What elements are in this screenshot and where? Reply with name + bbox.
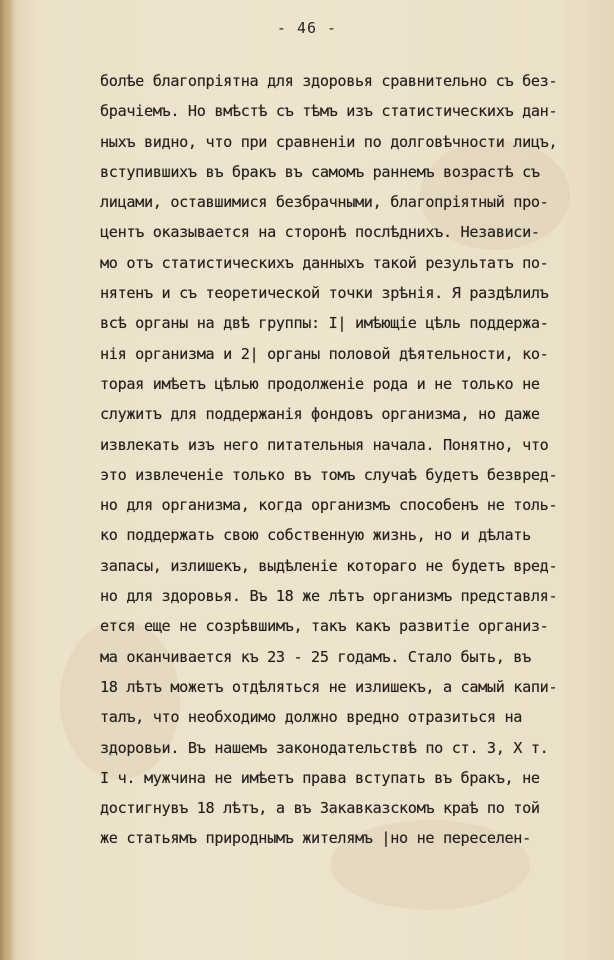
text-line: центъ оказывается на сторонѣ послѣднихъ. Независи- (100, 223, 540, 242)
text-line: брачіемъ. Но вмѣстѣ съ тѣмъ изъ статистическихъ дан- (100, 102, 558, 121)
text-line: вступившихъ въ бракъ въ самомъ раннемъ возрастѣ съ (100, 162, 540, 181)
binding-edge (0, 0, 16, 960)
page-number: - 46 - (276, 19, 338, 37)
text-line: 18 лѣтъ можетъ отдѣляться не излишекъ, а самый капи- (100, 677, 558, 696)
text-line: но для организма, когда организмъ способенъ не толь- (100, 496, 558, 515)
text-line: болѣе благопріятна для здоровья сравнительно съ без- (100, 72, 558, 90)
text-line: ныхъ видно, что при сравненіи по долговѣчности лицъ, (100, 132, 558, 151)
text-line: здоровьи. Въ нашемъ законодательствѣ по ст. 3, X т. (100, 738, 549, 757)
text-line: нятенъ и съ теоретической точки зрѣнія. Я раздѣлилъ (100, 284, 549, 303)
text-body (100, 66, 612, 854)
text-line: ко поддержать свою собственную жизнь, но и дѣлать (100, 526, 531, 545)
text-line: же статьямъ природнымъ жителямъ |но не переселен- (100, 829, 531, 848)
text-line: нія организма и 2| органы половой дѣятельности, ко- (100, 344, 549, 363)
text-line: ма оканчивается къ 23 - 25 годамъ. Стало быть, въ (100, 647, 531, 666)
text-line: ется еще не созрѣвшимъ, такъ какъ развитіе организ- (100, 617, 549, 636)
text-line: талъ, что необходимо должно вредно отразиться на (100, 708, 523, 727)
text-line: но для здоровья. Въ 18 же лѣтъ организмъ представля- (100, 587, 558, 606)
text-line: всѣ органы на двѣ группы: I| имѣющіе цѣль поддержа- (100, 314, 549, 333)
text-line: лицами, оставшимися безбрачными, благопріятный про- (100, 193, 549, 212)
text-line: торая имѣетъ цѣлью продолженіе рода и не только не (100, 374, 540, 393)
text-line: служитъ для поддержанія фондовъ организма, но даже (100, 405, 540, 424)
text-line: I ч. мужчина не имѣетъ права вступать въ бракъ, не (100, 768, 540, 787)
text-line: достигнувъ 18 лѣтъ, а въ Закавказскомъ краѣ по той (100, 799, 540, 818)
text-line: это извлеченіе только въ томъ случаѣ будетъ безвред- (100, 465, 558, 484)
text-line: извлекать изъ него питательныя начала. Понятно, что (100, 435, 549, 454)
text-line: мо отъ статистическихъ данныхъ такой результатъ по- (100, 253, 549, 272)
text-line: запасы, излишекъ, выдѣленіе котораго не будетъ вред- (100, 556, 558, 575)
